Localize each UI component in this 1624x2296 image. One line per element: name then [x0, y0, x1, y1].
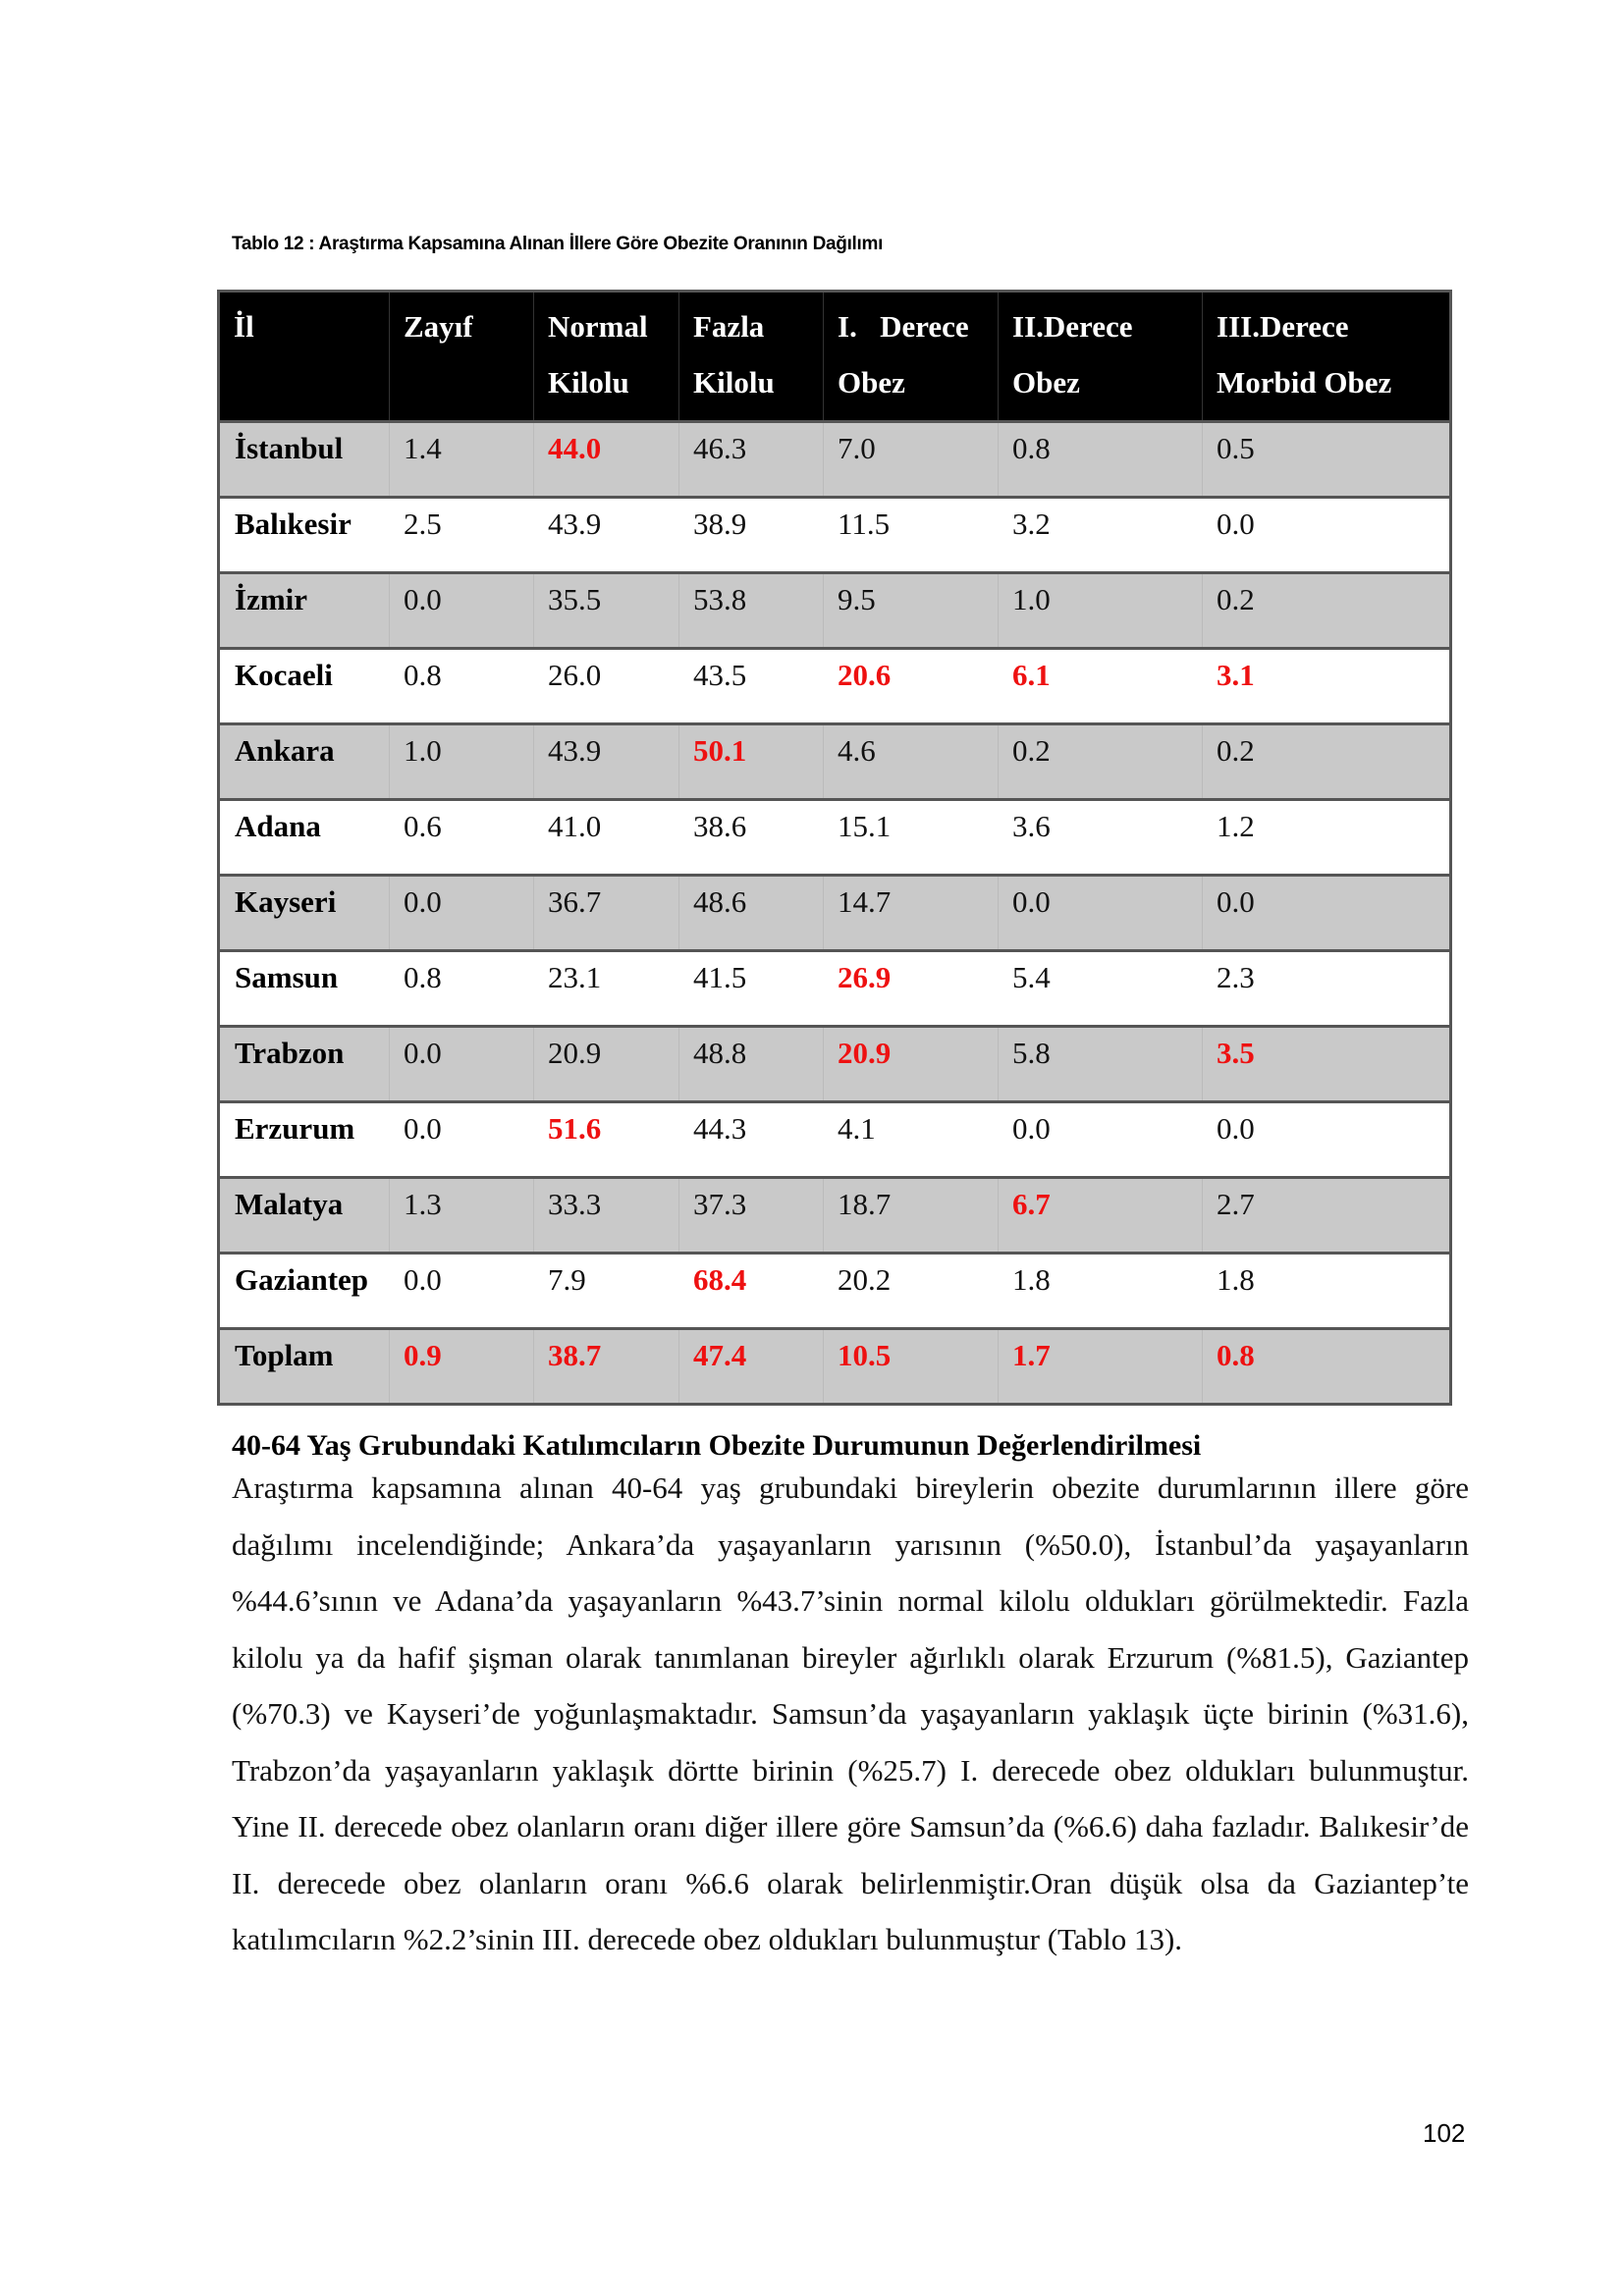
value-cell: 7.9: [534, 1254, 679, 1329]
column-header-line1: Fazla: [693, 309, 765, 344]
page-number: 102: [1423, 2118, 1466, 2148]
value-cell: 1.0: [999, 573, 1203, 649]
table-row: [219, 876, 1451, 951]
column-header-line1: İl: [234, 309, 254, 344]
value-cell: 1.7: [999, 1329, 1203, 1405]
province-cell: Kayseri: [235, 884, 337, 919]
column-header-line1: II.Derece: [1012, 309, 1133, 344]
value-cell: 38.9: [679, 498, 824, 573]
column-header-line1: III.Derece: [1217, 309, 1349, 344]
value-cell: 1.2: [1203, 800, 1451, 876]
value-cell: 0.8: [999, 422, 1203, 498]
column-header: [824, 292, 999, 422]
value-cell: 47.4: [679, 1329, 824, 1405]
value-cell: 1.8: [1203, 1254, 1451, 1329]
value-cell: 43.9: [534, 498, 679, 573]
table-header: [219, 292, 1451, 422]
column-header-line2: Morbid Obez: [1217, 365, 1392, 400]
province-cell: Toplam: [235, 1338, 334, 1372]
province-cell: Samsun: [219, 951, 390, 1027]
value-cell: 41.5: [679, 951, 824, 1027]
value-cell: 0.0: [390, 876, 534, 951]
value-cell: 0.9: [390, 1329, 534, 1405]
value-cell: 14.7: [824, 876, 999, 951]
value-cell: 3.2: [999, 498, 1203, 573]
province-cell: Ankara: [235, 733, 335, 768]
value-cell: 10.5: [824, 1329, 999, 1405]
table-row: [219, 1178, 1451, 1254]
value-cell: 18.7: [824, 1178, 999, 1254]
value-cell: 1.8: [999, 1254, 1203, 1329]
column-header: [390, 292, 534, 422]
value-cell: 1.4: [390, 422, 534, 498]
header-row: [219, 292, 1451, 422]
province-cell: Erzurum: [219, 1102, 390, 1178]
province-cell: İstanbul: [235, 431, 344, 465]
value-cell: 35.5: [534, 573, 679, 649]
column-header: [679, 292, 824, 422]
value-cell: 20.9: [824, 1027, 999, 1102]
table-row: [219, 1254, 1451, 1329]
table-row: [219, 649, 1451, 724]
value-cell: 4.6: [824, 724, 999, 800]
value-cell: 5.8: [999, 1027, 1203, 1102]
table-row: [219, 498, 1451, 573]
value-cell: 0.2: [1203, 724, 1451, 800]
value-cell: 44.0: [534, 422, 679, 498]
obesity-table: [217, 290, 1452, 1406]
value-cell: 0.0: [999, 876, 1203, 951]
value-cell: 3.1: [1203, 649, 1451, 724]
value-cell: 0.0: [390, 1102, 534, 1178]
value-cell: 0.2: [1203, 573, 1451, 649]
table-row: [219, 1027, 1451, 1102]
table-body: [219, 422, 1451, 1405]
value-cell: 1.3: [390, 1178, 534, 1254]
province-cell: Balıkesir: [219, 498, 390, 573]
value-cell: 43.5: [679, 649, 824, 724]
value-cell: 20.6: [824, 649, 999, 724]
value-cell: 9.5: [824, 573, 999, 649]
value-cell: 33.3: [534, 1178, 679, 1254]
value-cell: 1.0: [390, 724, 534, 800]
value-cell: 0.0: [1203, 1102, 1451, 1178]
value-cell: 4.1: [824, 1102, 999, 1178]
value-cell: 68.4: [679, 1254, 824, 1329]
value-cell: 0.0: [390, 1027, 534, 1102]
value-cell: 0.0: [1203, 498, 1451, 573]
value-cell: 6.7: [999, 1178, 1203, 1254]
value-cell: 0.5: [1203, 422, 1451, 498]
value-cell: 46.3: [679, 422, 824, 498]
province-cell: Trabzon: [235, 1036, 345, 1070]
province-cell: Gaziantep: [219, 1254, 390, 1329]
value-cell: 38.7: [534, 1329, 679, 1405]
table-caption: Tablo 12 : Araştırma Kapsamına Alınan İllere Göre Obezite Oranının Dağılımı: [232, 234, 884, 254]
table-row: [219, 573, 1451, 649]
value-cell: 0.8: [1203, 1329, 1451, 1405]
column-header: [219, 292, 390, 422]
value-cell: 2.5: [390, 498, 534, 573]
table-row: [219, 1329, 1451, 1405]
column-header-line2: Obez: [838, 365, 905, 400]
column-header: [1203, 292, 1451, 422]
table-row: [219, 800, 1451, 876]
value-cell: 37.3: [679, 1178, 824, 1254]
province-cell: Malatya: [235, 1187, 344, 1221]
value-cell: 36.7: [534, 876, 679, 951]
column-header-line2: Obez: [1012, 365, 1080, 400]
body-paragraph: Araştırma kapsamına alınan 40-64 yaş grubundaki bireylerin obezite durumlarının illere göre dağılımı incelendiğinde; Ankara’da yaşayanların yarısının (%50.0), İstanbul’da yaşayanların %44.6’sının ve Adana’da yaşayanların %43.7’sinin normal kilolu oldukları görülmektedir. Fazla kilolu ya da hafif şişman olarak tanımlanan bireyler ağırlıklı olarak Erzurum (%81.5), Gaziantep (%70.3) ve Kayseri’de yoğunlaşmaktadır. Samsun’da yaşayanların yaklaşık üçte birinin (%31.6), Trabzon’da yaşayanların yaklaşık dörtte birinin (%25.7) I. derecede obez oldukları bulunmuştur. Yine II. derecede obez olanların oranı diğer illere göre Samsun’da (%6.6) daha fazladır. Balıkesir’de II. derecede obez olanların oranı %6.6 olarak belirlenmiştir.Oran düşük olsa da Gaziantep’te katılımcıların %2.2’sinin III. derecede obez oldukları bulunmuştur (Tablo 13).: [232, 1470, 1469, 1956]
value-cell: 44.3: [679, 1102, 824, 1178]
value-cell: 26.9: [824, 951, 999, 1027]
value-cell: 0.0: [1203, 876, 1451, 951]
value-cell: 5.4: [999, 951, 1203, 1027]
value-cell: 43.9: [534, 724, 679, 800]
table-row: [219, 422, 1451, 498]
value-cell: 48.8: [679, 1027, 824, 1102]
value-cell: 23.1: [534, 951, 679, 1027]
value-cell: 20.9: [534, 1027, 679, 1102]
value-cell: 38.6: [679, 800, 824, 876]
column-header-line1: Zayıf: [404, 309, 473, 344]
province-cell: Adana: [219, 800, 390, 876]
value-cell: 20.2: [824, 1254, 999, 1329]
value-cell: 0.0: [999, 1102, 1203, 1178]
province-cell: Kocaeli: [219, 649, 390, 724]
value-cell: 0.2: [999, 724, 1203, 800]
table-row: [219, 951, 1451, 1027]
table-row: [219, 1102, 1451, 1178]
value-cell: 0.0: [390, 1254, 534, 1329]
value-cell: 0.0: [390, 573, 534, 649]
value-cell: 2.7: [1203, 1178, 1451, 1254]
value-cell: 41.0: [534, 800, 679, 876]
column-header-line2: Kilolu: [548, 365, 629, 400]
value-cell: 0.8: [390, 951, 534, 1027]
value-cell: 0.8: [390, 649, 534, 724]
value-cell: 53.8: [679, 573, 824, 649]
value-cell: 0.6: [390, 800, 534, 876]
value-cell: 3.6: [999, 800, 1203, 876]
column-header-line1: Normal: [548, 309, 648, 344]
column-header-line2: Kilolu: [693, 365, 775, 400]
value-cell: 3.5: [1203, 1027, 1451, 1102]
value-cell: 50.1: [679, 724, 824, 800]
value-cell: 26.0: [534, 649, 679, 724]
value-cell: 11.5: [824, 498, 999, 573]
value-cell: 15.1: [824, 800, 999, 876]
table-row: [219, 724, 1451, 800]
value-cell: 48.6: [679, 876, 824, 951]
column-header: [534, 292, 679, 422]
column-header: [999, 292, 1203, 422]
value-cell: 2.3: [1203, 951, 1451, 1027]
column-header-line1: I. Derece: [838, 309, 969, 344]
value-cell: 7.0: [824, 422, 999, 498]
value-cell: 6.1: [999, 649, 1203, 724]
province-cell: İzmir: [235, 582, 308, 616]
section-heading: 40-64 Yaş Grubundaki Katılımcıların Obezite Durumunun Değerlendirilmesi: [232, 1429, 1202, 1462]
value-cell: 51.6: [534, 1102, 679, 1178]
